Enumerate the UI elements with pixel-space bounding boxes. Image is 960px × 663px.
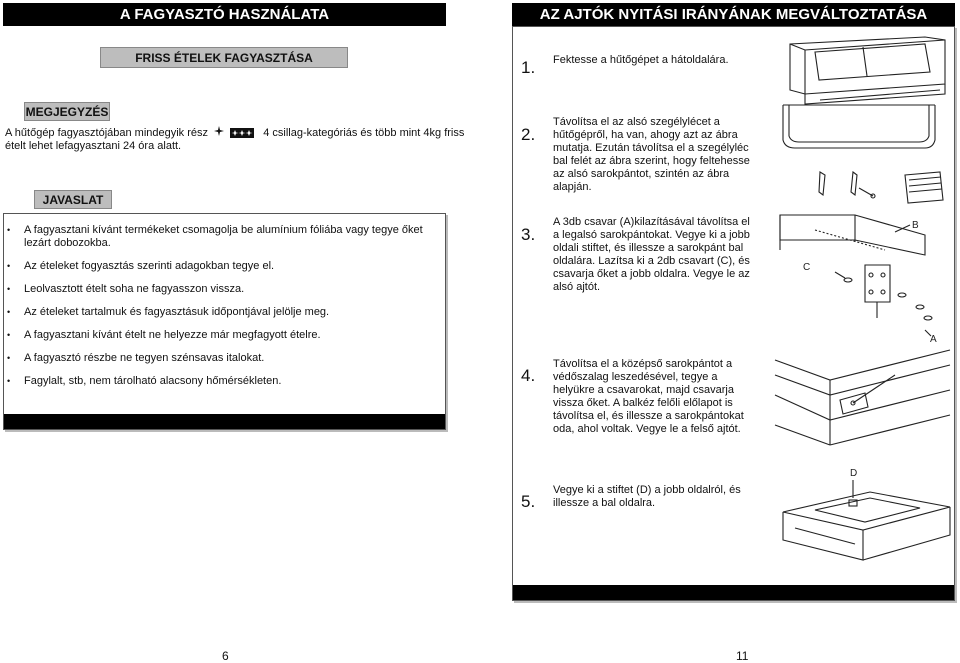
note-text-line2: ételt lehet lefagyasztani 24 óra alatt. bbox=[5, 140, 182, 152]
tip-item: • A fagyasztani kívánt ételt ne helyezze már megfagyott ételre. bbox=[4, 329, 424, 342]
note-text-after: 4 csillag-kategóriás és több mint 4kg friss bbox=[263, 127, 465, 139]
tip-item: • A fagyasztó részbe ne tegyen szénsavas italokat. bbox=[4, 352, 424, 365]
tip-item: • Az ételeket fogyasztás szerinti adagokban tegye el. bbox=[4, 260, 424, 273]
note-text bbox=[5, 126, 465, 153]
kick-plate-illustration bbox=[775, 100, 955, 210]
section-title: FRISS ÉTELEK FAGYASZTÁSA bbox=[135, 50, 313, 65]
note-title-box bbox=[24, 102, 110, 121]
step-3-number: 3. bbox=[521, 225, 536, 244]
label-c: C bbox=[803, 262, 811, 273]
lower-hinge-illustration bbox=[775, 210, 955, 345]
tip-item: • A fagyasztani kívánt termékeket csomagolja be alumínium fóliába vagy tegye őket lezárt dobozokba. bbox=[4, 224, 424, 250]
right-page-header bbox=[512, 3, 955, 26]
step-5-text: Vegye ki a stiftet (D) a jobb oldalról, és illessze a bal oldalra. bbox=[553, 484, 741, 509]
tips-list bbox=[4, 214, 424, 388]
right-box-footer-bar bbox=[513, 585, 954, 600]
advice-title-box bbox=[34, 190, 112, 209]
label-d: D bbox=[850, 468, 858, 479]
advice-box bbox=[3, 213, 446, 430]
step-4-text: Távolítsa el a középső sarokpántot a védőszalag leszedésével, tegye a helyükre a csavarokat, majd csavarja vissza őket. A balkéz felőli előlapot is távolítsa el, és illessze a sarokpántokat oda, ahol voltak. Vegye le a felső ajtót. bbox=[553, 358, 744, 435]
note-title: MEGJEGYZÉS bbox=[25, 104, 109, 119]
middle-hinge-illustration bbox=[770, 345, 955, 455]
pin-d-illustration bbox=[775, 462, 955, 572]
step-1-text: Fektesse a hűtőgépet a hátoldalára. bbox=[553, 54, 729, 66]
note-text-before: A hűtőgép fagyasztójában mindegyik rész bbox=[5, 127, 209, 139]
step-2-text: Távolítsa el az alsó szegélylécet a hűtőgépről, ha van, ahogy azt az ábra mutatja. Ezután távolítsa el a szegélyléc bal felét az ábra szerint, hogy feltehesse az alsó sarokpántot, szintén az ábra alapján. bbox=[553, 116, 750, 193]
tip-item: • Fagylalt, stb, nem tárolható alacsony hőmérsékleten. bbox=[4, 375, 424, 388]
left-page-number: 6 bbox=[222, 649, 229, 663]
step-5-number: 5. bbox=[521, 492, 536, 511]
label-a: A bbox=[930, 334, 937, 345]
left-header-text: A FAGYASZTÓ HASZNÁLATA bbox=[119, 6, 330, 23]
three-star-icon bbox=[230, 128, 254, 138]
section-title-box bbox=[100, 47, 348, 68]
left-page-header bbox=[3, 3, 446, 26]
step-2-number: 2. bbox=[521, 125, 536, 144]
advice-title: JAVASLAT bbox=[42, 192, 104, 207]
step-3-text: A 3db csavar (A)kilazításával távolítsa el a legalsó sarokpántokat. Vegye ki a jobb oldali stiftet, és illessze a sarokpánt bal oldalára. Lazítsa ki a 2db csavart (C), és csavarja őket a jobb oldalra. Vegye le az alsó ajtót. bbox=[553, 216, 750, 293]
tip-item: • Leolvasztott ételt soha ne fagyasszon vissza. bbox=[4, 283, 424, 296]
right-header-text: AZ AJTÓK NYITÁSI IRÁNYÁNAK MEGVÁLTOZTATÁSA bbox=[539, 6, 928, 23]
step-1-number: 1. bbox=[521, 58, 536, 77]
right-page-number: 11 bbox=[736, 649, 749, 663]
label-b: B bbox=[912, 220, 919, 231]
tip-item: • Az ételeket tartalmuk és fagyasztásuk időpontjával jelölje meg. bbox=[4, 306, 424, 319]
advice-box-footer-bar bbox=[4, 414, 445, 429]
step-4-number: 4. bbox=[521, 366, 536, 385]
star-icon bbox=[211, 126, 227, 140]
